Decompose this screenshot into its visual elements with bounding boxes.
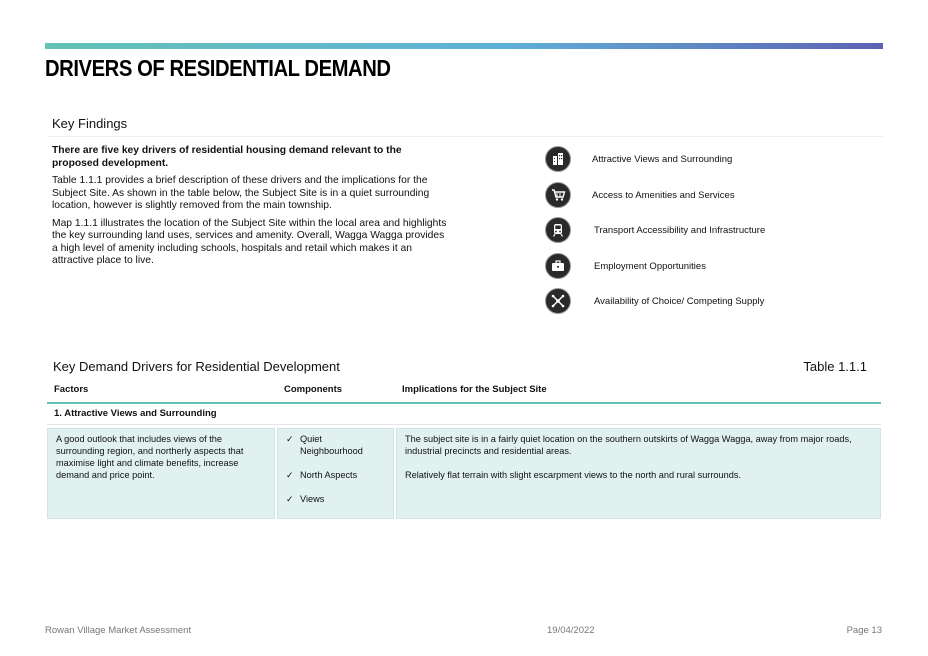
list-item: [286, 493, 385, 505]
paragraph: Table 1.1.1 provides a brief description of these drivers and the implications for the Subject Site. As shown in the table below, the Subject Site is in a quiet surrounding location, however is slightly removed from the main township.: [52, 175, 430, 211]
component-label: North Aspects: [300, 470, 358, 480]
driver-label: Attractive Views and Surrounding: [592, 154, 733, 165]
table-header-rule: [47, 402, 881, 404]
footer-date: 19/04/2022: [547, 625, 595, 636]
choice-arrows-icon: [545, 288, 571, 314]
components-cell: [277, 428, 394, 519]
lead-paragraph: There are five key drivers of residential housing demand relevant to the proposed development.: [52, 145, 402, 169]
driver-item: [545, 217, 875, 243]
checkmark-icon: ✓: [286, 470, 294, 480]
factor-cell: [47, 428, 275, 519]
driver-label: Employment Opportunities: [594, 261, 706, 272]
components-list: [286, 433, 385, 505]
table-section-heading: 1. Attractive Views and Surrounding: [54, 408, 217, 419]
component-label: Quiet Neighbourhood: [300, 434, 363, 456]
shopping-cart-icon: [545, 182, 571, 208]
divider: [47, 136, 883, 137]
component-label: Views: [300, 494, 325, 504]
column-header-components: Components: [284, 384, 343, 395]
paragraph: Map 1.1.1 illustrates the location of the Subject Site within the local area and highlights the key surrounding land uses, services and amenity. Overall, Wagga Wagga provides a high level of amenity including schools, hospitals and retail which makes it an attractive place to live.: [52, 217, 447, 266]
list-item: [286, 433, 385, 457]
implications-cell: [396, 428, 881, 519]
table-title: Key Demand Drivers for Residential Development: [53, 359, 340, 374]
header-gradient-bar: [45, 43, 883, 49]
table-reference: Table 1.1.1: [803, 359, 867, 374]
footer-page-number: Page 13: [846, 625, 882, 636]
divider: [47, 424, 881, 425]
implication-text: The subject site is in a fairly quiet location on the southern outskirts of Wagga Wagga, away from major roads, industrial precincts and residential areas.: [405, 434, 852, 456]
driver-label: Access to Amenities and Services: [592, 190, 735, 201]
checkmark-icon: ✓: [286, 494, 294, 504]
implication-text: Relatively flat terrain with slight escarpment views to the north and rural surrounds.: [405, 470, 742, 480]
driver-item: [545, 288, 875, 314]
list-item: [286, 469, 385, 481]
page-title: DRIVERS OF RESIDENTIAL DEMAND: [45, 55, 391, 81]
briefcase-icon: [545, 253, 571, 279]
factor-text: A good outlook that includes views of the surrounding region, and northerly aspects that maximise light and climate benefits, increase demand and price point.: [56, 434, 244, 480]
driver-item: [545, 146, 875, 172]
column-header-factors: Factors: [54, 384, 89, 395]
driver-label: Transport Accessibility and Infrastructure: [594, 225, 766, 236]
checkmark-icon: ✓: [286, 434, 294, 444]
key-findings-heading: Key Findings: [52, 116, 128, 131]
key-findings-text: [52, 145, 447, 273]
train-icon: [545, 217, 571, 243]
buildings-icon: [545, 146, 571, 172]
driver-item: [545, 253, 875, 279]
driver-item: [545, 182, 875, 208]
driver-label: Availability of Choice/ Competing Supply: [594, 296, 765, 307]
footer-document-title: Rowan Village Market Assessment: [45, 625, 192, 636]
column-header-implications: Implications for the Subject Site: [402, 384, 547, 395]
